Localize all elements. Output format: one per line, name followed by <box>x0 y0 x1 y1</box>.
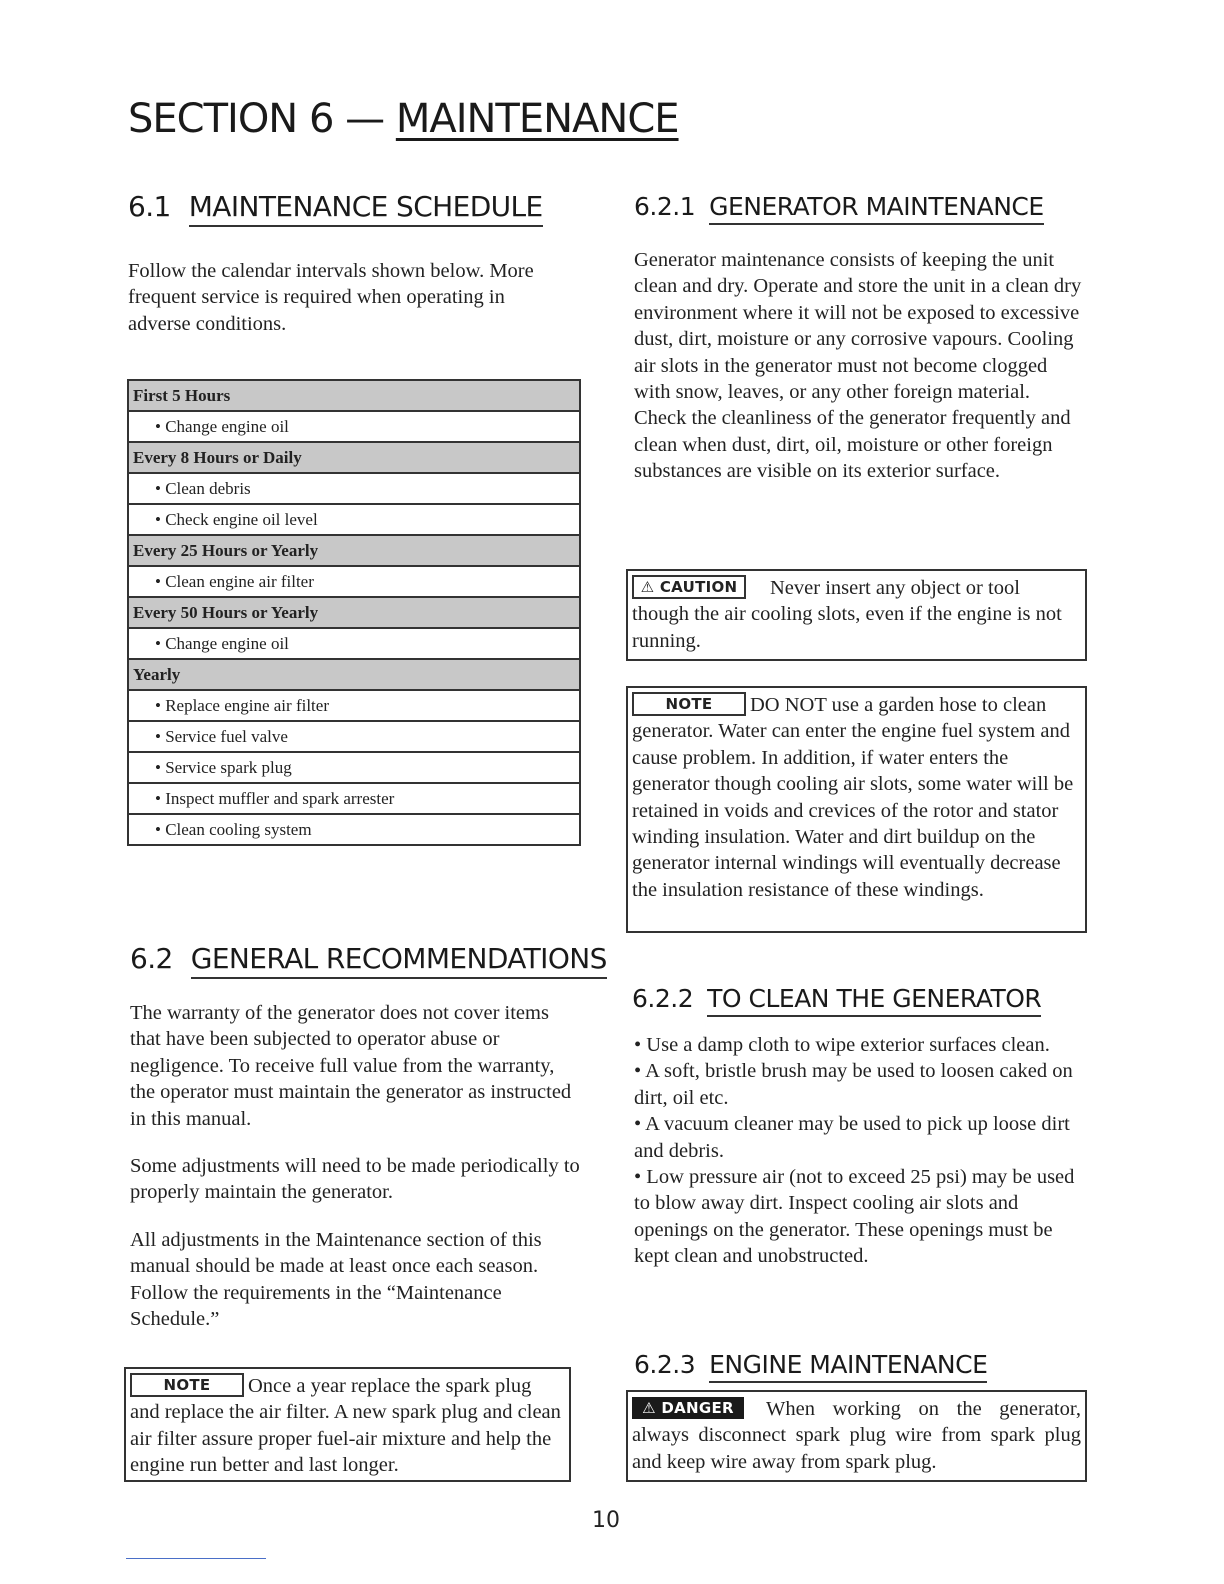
danger-label: ⚠ DANGER <box>632 1397 744 1419</box>
general-note-box <box>124 1367 571 1482</box>
general-body <box>130 1000 580 1332</box>
schedule-task-label: Change engine oil <box>165 633 289 653</box>
generator-maintenance-heading <box>634 192 1044 225</box>
schedule-task-label: Clean debris <box>165 478 251 498</box>
schedule-task-label: Clean cooling system <box>165 819 312 839</box>
schedule-interval-row <box>128 442 580 473</box>
schedule-task <box>128 752 580 783</box>
schedule-interval-row <box>128 535 580 566</box>
clean-heading <box>632 984 1041 1017</box>
table-row <box>128 628 580 659</box>
schedule-task <box>128 721 580 752</box>
footer-rule <box>126 1558 266 1559</box>
general-note-text: Once a year replace the spark plug and replace the air filter. A new spark plug and clean air filter assure proper fuel-air mixture and help the engine run better and last longer. <box>130 1375 561 1477</box>
schedule-task <box>128 566 580 597</box>
generator-maintenance-paragraph-2: Check the cleanliness of the generator frequently and clean when dust, dirt, oil, moisture or other foreign substances are visible on its exterior surface. <box>634 407 1071 483</box>
section-title <box>128 96 679 142</box>
engine-heading-title: ENGINE MAINTENANCE <box>709 1350 987 1383</box>
clean-heading-title: TO CLEAN THE GENERATOR <box>707 984 1041 1017</box>
maintenance-schedule-table <box>127 379 581 846</box>
danger-label-text: DANGER <box>661 1399 734 1417</box>
schedule-intro: Follow the calendar intervals shown below. More frequent service is required when operating in adverse conditions. <box>128 260 534 335</box>
general-heading-number: 6.2 <box>130 942 173 975</box>
table-row <box>128 690 580 721</box>
general-paragraph-3: All adjustments in the Maintenance section of this manual should be made at least once each season. Follow the requirements in the “Maintenance Schedule.” <box>130 1228 542 1331</box>
schedule-task-label: Service spark plug <box>165 757 292 777</box>
table-row <box>128 814 580 845</box>
schedule-task <box>128 690 580 721</box>
schedule-task-label: Replace engine air filter <box>165 695 329 715</box>
general-heading-title: GENERAL RECOMMENDATIONS <box>191 942 607 979</box>
schedule-interval-header: Every 8 Hours or Daily <box>128 442 580 473</box>
bullet-glyph: • <box>155 695 166 715</box>
schedule-task-label: Clean engine air filter <box>165 571 314 591</box>
schedule-heading-number: 6.1 <box>128 190 171 223</box>
schedule-task-label: Inspect muffler and spark arrester <box>165 788 395 808</box>
bullet-glyph: • <box>155 788 166 808</box>
caution-text: Never insert any object or tool though the air cooling slots, even if the engine is not running. <box>632 577 1062 652</box>
bullet-glyph: • <box>155 726 166 746</box>
general-heading <box>130 942 607 979</box>
schedule-task <box>128 504 580 535</box>
schedule-interval-header: Every 50 Hours or Yearly <box>128 597 580 628</box>
generator-note-box <box>626 686 1087 933</box>
engine-heading <box>634 1350 987 1383</box>
table-row <box>128 783 580 814</box>
table-row <box>128 752 580 783</box>
schedule-task <box>128 628 580 659</box>
schedule-task <box>128 411 580 442</box>
generator-maintenance-body <box>634 247 1084 485</box>
schedule-table-wrapper <box>127 379 581 846</box>
bullet-glyph: • <box>155 571 166 591</box>
bullet-glyph: • <box>155 819 166 839</box>
bullet-glyph: • <box>155 416 166 436</box>
list-item: • Low pressure air (not to exceed 25 psi) may be used to blow away dirt. Inspect cooling air slots and openings on the generator. These openings must be kept clean and unobstructed. <box>634 1166 1075 1268</box>
table-row <box>128 721 580 752</box>
note-label: NOTE <box>632 692 746 716</box>
list-item: • A soft, bristle brush may be used to loosen caked on dirt, oil etc. <box>634 1060 1073 1109</box>
note-label: NOTE <box>130 1373 244 1397</box>
section-prefix: SECTION 6 — <box>128 96 396 142</box>
bullet-glyph: • <box>155 478 166 498</box>
clean-bullets <box>634 1032 1084 1270</box>
danger-text: When working on the generator, always disconnect spark plug wire from spark plug and keep wire away from spark plug. <box>632 1398 1081 1473</box>
schedule-heading <box>128 190 543 227</box>
schedule-interval-row <box>128 380 580 411</box>
generator-maintenance-number: 6.2.1 <box>634 192 696 221</box>
schedule-task <box>128 814 580 845</box>
danger-box <box>626 1390 1087 1482</box>
generator-maintenance-paragraph-1: Generator maintenance consists of keeping the unit clean and dry. Operate and store the unit in a clean dry environment where it will not be exposed to excessive dust, dirt, moisture or any corrosive vapours. Cooling air slots in the generator must not become clogged with snow, leaves, or any other foreign material. <box>634 249 1082 404</box>
page-number: 10 <box>592 1508 620 1533</box>
clean-heading-number: 6.2.2 <box>632 984 694 1013</box>
schedule-task <box>128 783 580 814</box>
table-row <box>128 504 580 535</box>
schedule-task <box>128 473 580 504</box>
bullet-glyph: • <box>155 633 166 653</box>
generator-note-text: DO NOT use a garden hose to clean generator. Water can enter the engine fuel system and cause problem. In addition, if water enters the generator though cooling air slots, some water will be retained in voids and crevices of the rotor and stator winding insulation. Water and dirt buildup on the generator internal windings will eventually decrease the insulation resistance of these windings. <box>632 694 1074 901</box>
schedule-task-label: Check engine oil level <box>165 509 318 529</box>
table-row <box>128 411 580 442</box>
section-name: MAINTENANCE <box>395 96 679 142</box>
caution-label-text: CAUTION <box>659 578 738 596</box>
caution-label: ⚠ CAUTION <box>632 575 746 599</box>
table-row <box>128 566 580 597</box>
schedule-interval-row <box>128 659 580 690</box>
schedule-interval-row <box>128 597 580 628</box>
caution-box <box>626 569 1087 661</box>
generator-maintenance-title: GENERATOR MAINTENANCE <box>709 192 1044 225</box>
bullet-glyph: • <box>155 757 166 777</box>
schedule-task-label: Service fuel valve <box>165 726 288 746</box>
schedule-task-label: Change engine oil <box>165 416 289 436</box>
schedule-interval-header: First 5 Hours <box>128 380 580 411</box>
general-paragraph-1: The warranty of the generator does not cover items that have been subjected to operator abuse or negligence. To receive full value from the warranty, the operator must maintain the generator as instructed in this manual. <box>130 1002 572 1130</box>
schedule-interval-header: Yearly <box>128 659 580 690</box>
schedule-interval-header: Every 25 Hours or Yearly <box>128 535 580 566</box>
general-paragraph-2: Some adjustments will need to be made periodically to properly maintain the generator. <box>130 1155 580 1204</box>
bullet-glyph: • <box>155 509 166 529</box>
list-item: • A vacuum cleaner may be used to pick up loose dirt and debris. <box>634 1113 1070 1162</box>
table-row <box>128 473 580 504</box>
schedule-heading-title: MAINTENANCE SCHEDULE <box>189 190 543 227</box>
engine-heading-number: 6.2.3 <box>634 1350 696 1379</box>
list-item: • Use a damp cloth to wipe exterior surfaces clean. <box>634 1034 1050 1056</box>
